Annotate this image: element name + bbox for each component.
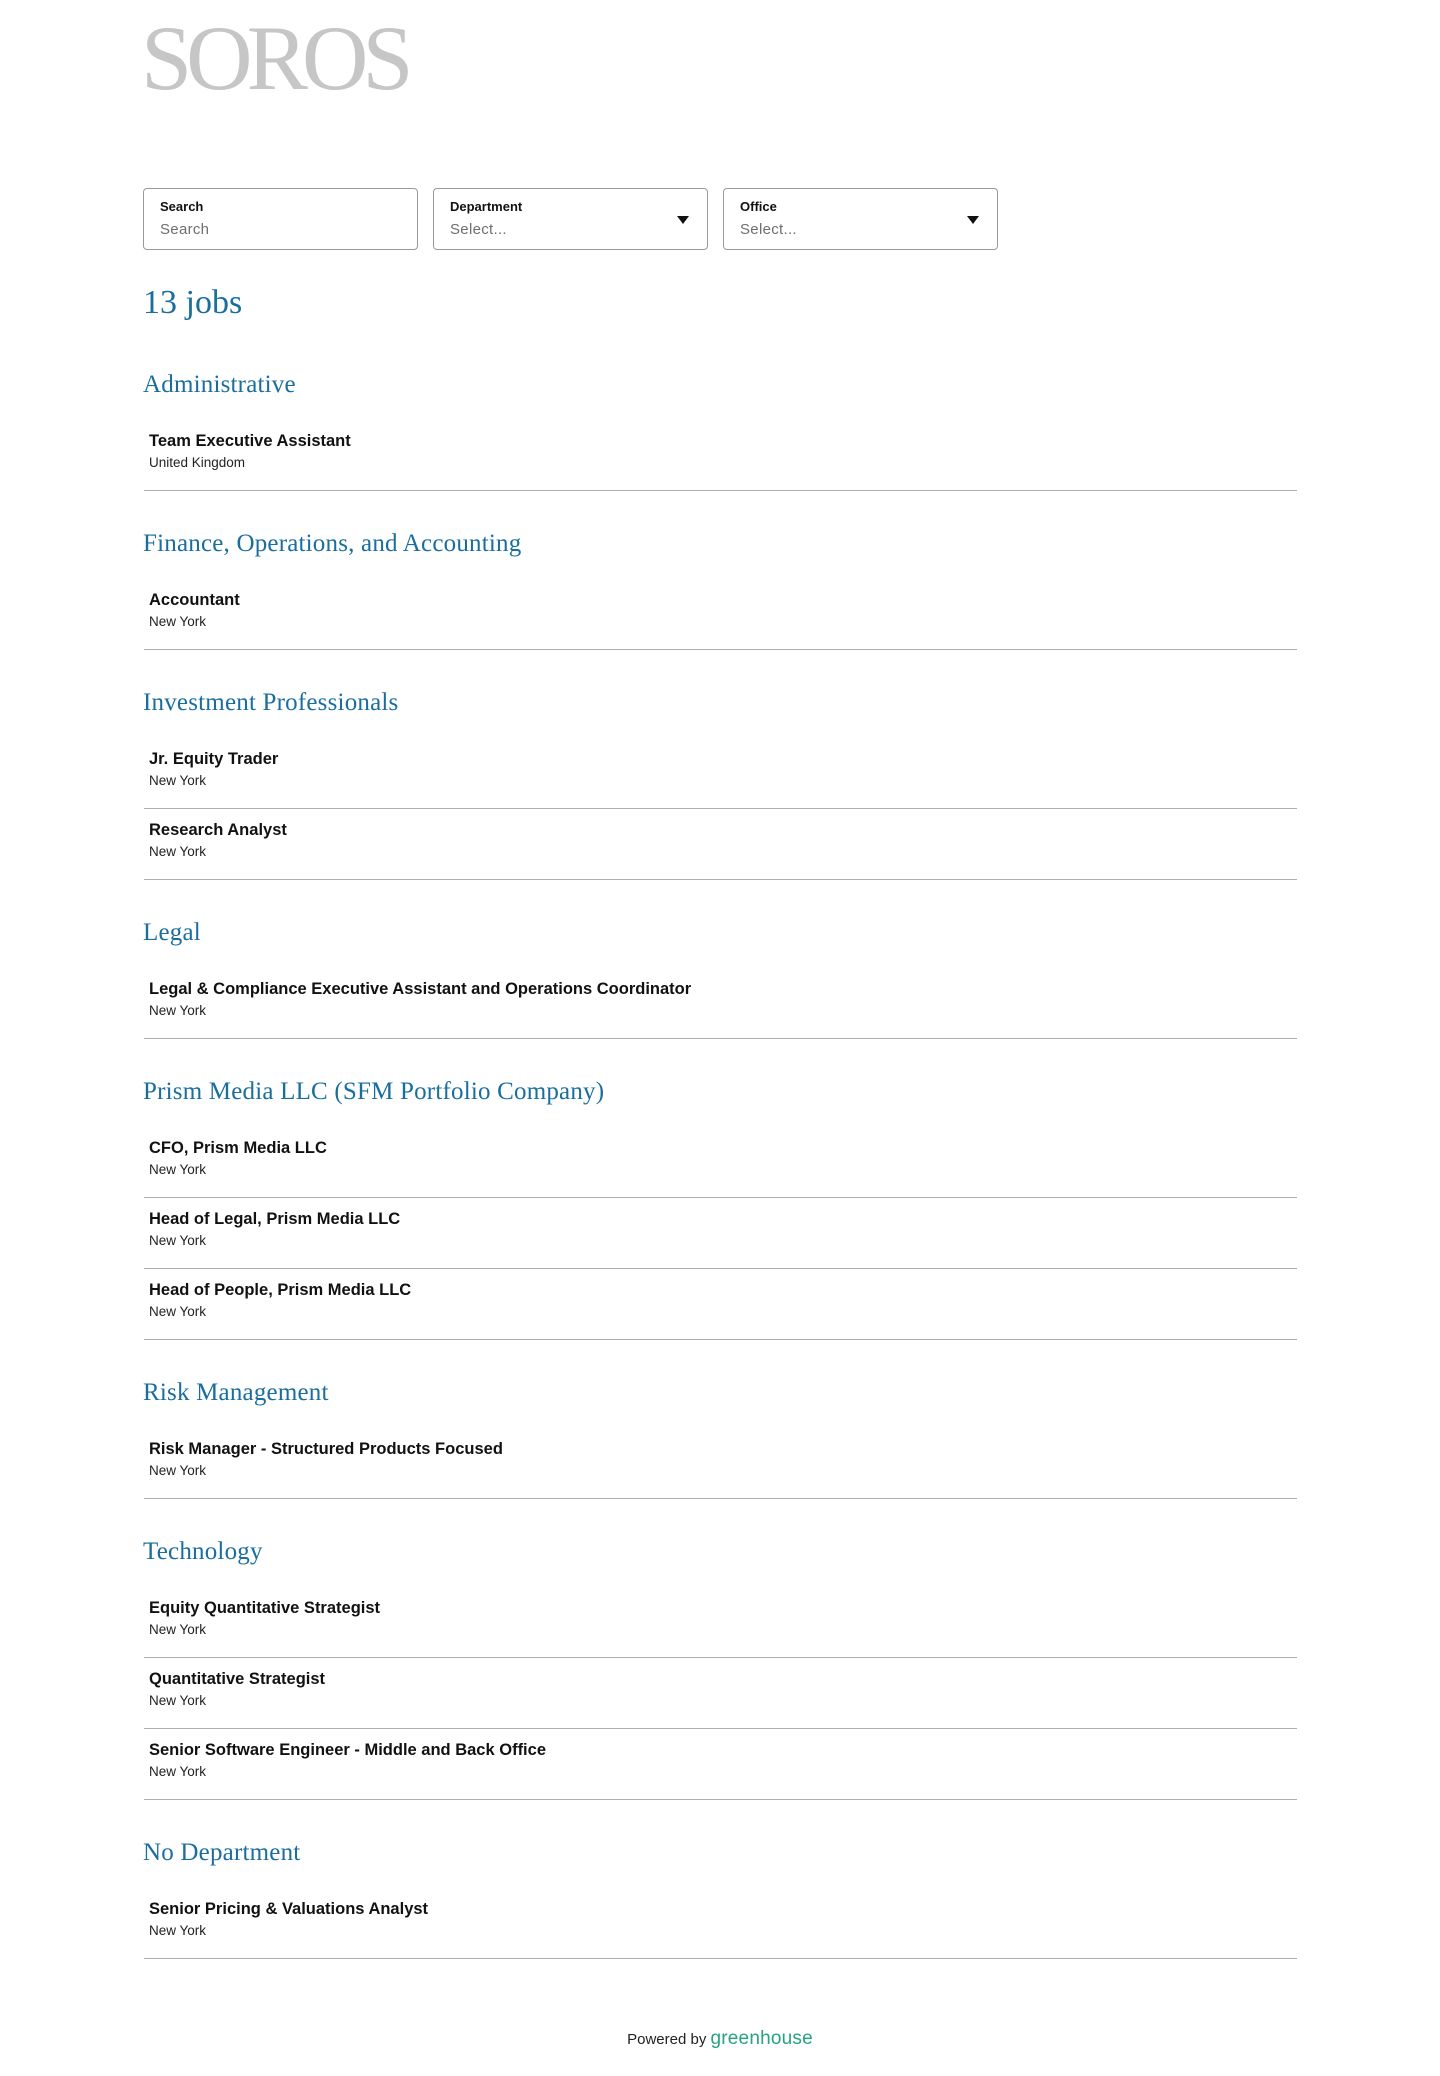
greenhouse-logo[interactable]: greenhouse [710, 2028, 813, 2049]
department-heading: Legal [143, 919, 201, 946]
job-location: New York [149, 1693, 207, 1708]
job-item[interactable] [144, 749, 1297, 809]
footer [0, 2028, 1440, 2050]
department-heading: No Department [143, 1839, 301, 1866]
job-location: New York [149, 1923, 207, 1938]
search-input[interactable]: Search [160, 221, 210, 238]
department-label: Department [450, 199, 523, 214]
office-value: Select... [740, 221, 797, 238]
job-title[interactable]: Legal & Compliance Executive Assistant and Operations Coordinator [149, 980, 692, 998]
job-location: New York [149, 1463, 207, 1478]
job-item[interactable] [144, 1740, 1297, 1800]
job-title[interactable]: Quantitative Strategist [149, 1670, 326, 1688]
department-heading: Administrative [143, 371, 296, 398]
job-location: New York [149, 773, 207, 788]
job-title[interactable]: CFO, Prism Media LLC [149, 1139, 327, 1157]
job-title[interactable]: Head of People, Prism Media LLC [149, 1281, 412, 1299]
job-item[interactable] [144, 1138, 1297, 1198]
job-item[interactable] [144, 590, 1297, 650]
department-heading: Risk Management [143, 1379, 329, 1406]
job-item[interactable] [144, 1899, 1297, 1959]
job-location: New York [149, 1162, 207, 1177]
department-heading: Technology [143, 1538, 263, 1565]
job-item[interactable] [144, 431, 1297, 491]
job-item[interactable] [144, 1669, 1297, 1729]
job-title[interactable]: Jr. Equity Trader [149, 750, 279, 768]
job-location: United Kingdom [149, 455, 246, 470]
job-item[interactable] [144, 1209, 1297, 1269]
department-value: Select... [450, 221, 507, 238]
job-location: New York [149, 1764, 207, 1779]
job-item[interactable] [144, 1598, 1297, 1658]
job-title[interactable]: Risk Manager - Structured Products Focused [149, 1440, 503, 1458]
department-heading: Finance, Operations, and Accounting [143, 530, 522, 557]
job-location: New York [149, 1003, 207, 1018]
job-location: New York [149, 844, 207, 859]
job-item[interactable] [144, 1439, 1297, 1499]
job-location: New York [149, 1233, 207, 1248]
search-label: Search [160, 199, 204, 214]
job-item[interactable] [144, 820, 1297, 880]
job-title[interactable]: Head of Legal, Prism Media LLC [149, 1210, 401, 1228]
powered-by-text: Powered by [627, 2031, 707, 2048]
job-location: New York [149, 1622, 207, 1637]
job-title[interactable]: Senior Pricing & Valuations Analyst [149, 1900, 429, 1918]
office-select[interactable] [723, 188, 998, 250]
job-item[interactable] [144, 1280, 1297, 1340]
chevron-down-icon[interactable] [677, 216, 689, 224]
job-location: New York [149, 1304, 207, 1319]
job-title[interactable]: Equity Quantitative Strategist [149, 1599, 381, 1617]
office-label: Office [740, 199, 777, 214]
job-count: 13 jobs [143, 284, 243, 321]
chevron-down-icon[interactable] [967, 216, 979, 224]
job-location: New York [149, 614, 207, 629]
job-title[interactable]: Senior Software Engineer - Middle and Back Office [149, 1741, 546, 1759]
job-title[interactable]: Team Executive Assistant [149, 432, 351, 450]
job-title[interactable]: Research Analyst [149, 821, 287, 839]
department-select[interactable] [433, 188, 708, 250]
search-field[interactable] [143, 188, 418, 250]
department-heading: Prism Media LLC (SFM Portfolio Company) [143, 1078, 605, 1105]
filter-bar [143, 188, 998, 250]
job-title[interactable]: Accountant [149, 591, 240, 609]
department-heading: Investment Professionals [143, 689, 399, 716]
soros-logo: SOROS [141, 7, 408, 109]
job-item[interactable] [144, 979, 1297, 1039]
